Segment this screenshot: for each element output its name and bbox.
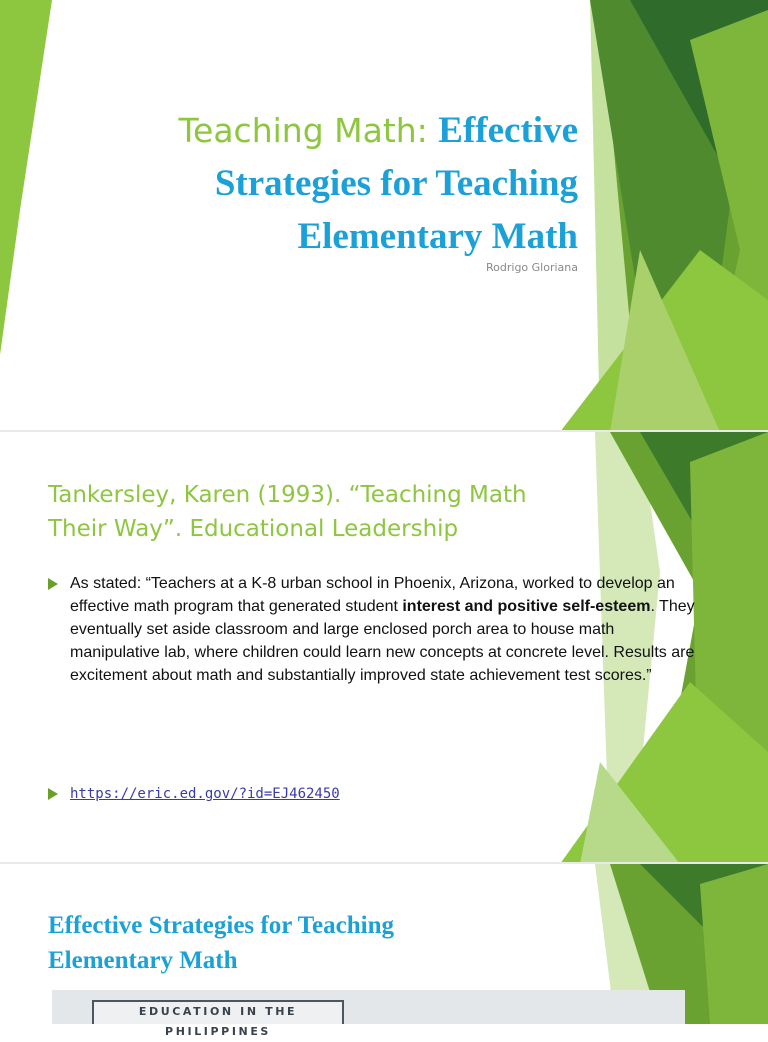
citation-title-line2: Their Way”. Educational Leadership bbox=[48, 516, 459, 542]
strategies-title-line2: Elementary Math bbox=[48, 947, 238, 974]
quote-emphasis: interest and positive self-esteem bbox=[402, 598, 651, 615]
title-line2: Strategies for Teaching bbox=[214, 163, 578, 204]
author-name: Rodrigo Gloriana bbox=[486, 261, 578, 274]
link-bullet bbox=[48, 782, 708, 806]
quote-text: As stated: “Teachers at a K-8 urban school in Phoenix, Arizona, worked to develop an effective math program that generated student interest and positive self-esteem. They eventually set aside classroom and large enclosed porch area to house math manipulative lab, where children could learn new concepts at concrete level. Results are excitement about math and substantially improved state achievement test scores.” bbox=[70, 575, 695, 684]
title-line3: Elementary Math bbox=[297, 216, 578, 257]
presentation-title bbox=[58, 104, 578, 263]
strategies-title bbox=[48, 908, 488, 978]
book-cover-image bbox=[52, 990, 685, 1038]
bullet-arrow-icon bbox=[48, 788, 58, 800]
image-banner: EDUCATION IN THE PHILIPPINES bbox=[92, 1000, 344, 1024]
title-line1: Effective bbox=[438, 110, 578, 151]
slide-title bbox=[0, 0, 768, 432]
citation-title bbox=[48, 478, 608, 546]
citation-title-line1: Tankersley, Karen (1993). “Teaching Math bbox=[48, 482, 527, 508]
strategies-title-line1: Effective Strategies for Teaching bbox=[48, 912, 394, 939]
title-lead: Teaching Math: bbox=[178, 111, 439, 150]
bullet-arrow-icon bbox=[48, 578, 58, 590]
eric-link[interactable]: https://eric.ed.gov/?id=EJ462450 bbox=[70, 786, 340, 802]
quote-bullet bbox=[48, 572, 708, 687]
